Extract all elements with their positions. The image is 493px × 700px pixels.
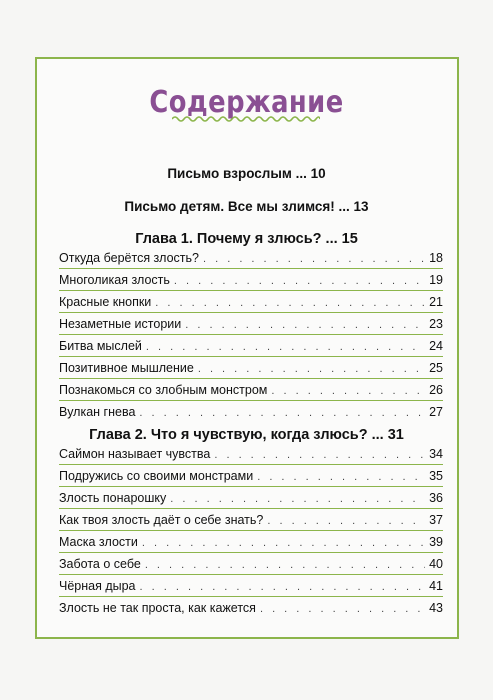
toc-item-page: 18 bbox=[429, 251, 443, 265]
toc-item[interactable] bbox=[59, 339, 443, 357]
toc-item-label: Маска злости bbox=[59, 535, 138, 549]
dot-leader bbox=[214, 449, 425, 461]
toc-item[interactable] bbox=[59, 317, 443, 335]
toc-item-page: 24 bbox=[429, 339, 443, 353]
dot-leader bbox=[203, 253, 425, 265]
toc-item-page: 19 bbox=[429, 273, 443, 287]
toc-item-label: Познакомься со злобным монстром bbox=[59, 383, 268, 397]
intro-letter-adults[interactable]: Письмо взрослым ... 10 bbox=[167, 166, 326, 181]
toc-item-label: Забота о себе bbox=[59, 557, 141, 571]
toc-item-label: Позитивное мышление bbox=[59, 361, 194, 375]
toc-item-page: 43 bbox=[429, 601, 443, 615]
dot-leader bbox=[145, 559, 425, 571]
row-divider bbox=[59, 596, 443, 597]
toc-item-page: 37 bbox=[429, 513, 443, 527]
toc-item-label: Саймон называет чувства bbox=[59, 447, 211, 461]
row-divider bbox=[59, 400, 443, 401]
toc-item[interactable] bbox=[59, 361, 443, 379]
toc-item[interactable] bbox=[59, 405, 443, 423]
toc-item[interactable] bbox=[59, 491, 443, 509]
dot-leader bbox=[257, 471, 425, 483]
toc-item-page: 23 bbox=[429, 317, 443, 331]
toc-item[interactable] bbox=[59, 557, 443, 575]
row-divider bbox=[59, 356, 443, 357]
row-divider bbox=[59, 552, 443, 553]
row-divider bbox=[59, 486, 443, 487]
dot-leader bbox=[267, 515, 425, 527]
toc-item-page: 25 bbox=[429, 361, 443, 375]
dot-leader bbox=[174, 275, 425, 287]
toc-item[interactable] bbox=[59, 251, 443, 269]
toc-item-label: Красные кнопки bbox=[59, 295, 152, 309]
toc-item[interactable] bbox=[59, 273, 443, 291]
toc-item-label: Незаметные истории bbox=[59, 317, 182, 331]
page-title: Содержание bbox=[149, 85, 344, 120]
toc-item[interactable] bbox=[59, 535, 443, 553]
toc-item-label: Многоликая злость bbox=[59, 273, 170, 287]
toc-item-label: Злость не так проста, как кажется bbox=[59, 601, 256, 615]
toc-item[interactable] bbox=[59, 513, 443, 531]
dot-leader bbox=[185, 319, 425, 331]
row-divider bbox=[59, 268, 443, 269]
toc-item-page: 34 bbox=[429, 447, 443, 461]
row-divider bbox=[59, 334, 443, 335]
row-divider bbox=[59, 574, 443, 575]
toc-item-page: 39 bbox=[429, 535, 443, 549]
dot-leader bbox=[271, 385, 425, 397]
row-divider bbox=[59, 312, 443, 313]
toc-item-page: 41 bbox=[429, 579, 443, 593]
toc-item-page: 35 bbox=[429, 469, 443, 483]
dot-leader bbox=[146, 341, 425, 353]
dot-leader bbox=[260, 603, 425, 615]
dot-leader bbox=[142, 537, 425, 549]
toc-item-page: 21 bbox=[429, 295, 443, 309]
toc-item[interactable] bbox=[59, 469, 443, 487]
toc-item-label: Подружись со своими монстрами bbox=[59, 469, 254, 483]
toc-item-label: Битва мыслей bbox=[59, 339, 142, 353]
dot-leader bbox=[139, 407, 425, 419]
dot-leader bbox=[155, 297, 425, 309]
row-divider bbox=[59, 508, 443, 509]
dot-leader bbox=[140, 581, 425, 593]
row-divider bbox=[59, 290, 443, 291]
toc-item[interactable] bbox=[59, 601, 443, 619]
row-divider bbox=[59, 378, 443, 379]
dot-leader bbox=[170, 493, 425, 505]
chapter-2-heading[interactable]: Глава 2. Что я чувствую, когда злюсь? ... 31 bbox=[89, 427, 404, 443]
title-underline bbox=[172, 115, 320, 123]
row-divider bbox=[59, 530, 443, 531]
chapter-1-heading[interactable]: Глава 1. Почему я злюсь? ... 15 bbox=[135, 231, 358, 247]
toc-item-label: Как твоя злость даёт о себе знать? bbox=[59, 513, 264, 527]
toc-item-label: Злость понарошку bbox=[59, 491, 167, 505]
toc-item-page: 26 bbox=[429, 383, 443, 397]
intro-letter-kids[interactable]: Письмо детям. Все мы злимся! ... 13 bbox=[124, 199, 369, 214]
toc-item-label: Откуда берётся злость? bbox=[59, 251, 199, 265]
toc-item[interactable] bbox=[59, 579, 443, 597]
toc-item[interactable] bbox=[59, 295, 443, 313]
toc-item-label: Вулкан гнева bbox=[59, 405, 136, 419]
row-divider bbox=[59, 464, 443, 465]
toc-item-page: 40 bbox=[429, 557, 443, 571]
toc-item-page: 36 bbox=[429, 491, 443, 505]
dot-leader bbox=[198, 363, 425, 375]
toc-item-label: Чёрная дыра bbox=[59, 579, 136, 593]
toc-item[interactable] bbox=[59, 383, 443, 401]
toc-item[interactable] bbox=[59, 447, 443, 465]
toc-item-page: 27 bbox=[429, 405, 443, 419]
